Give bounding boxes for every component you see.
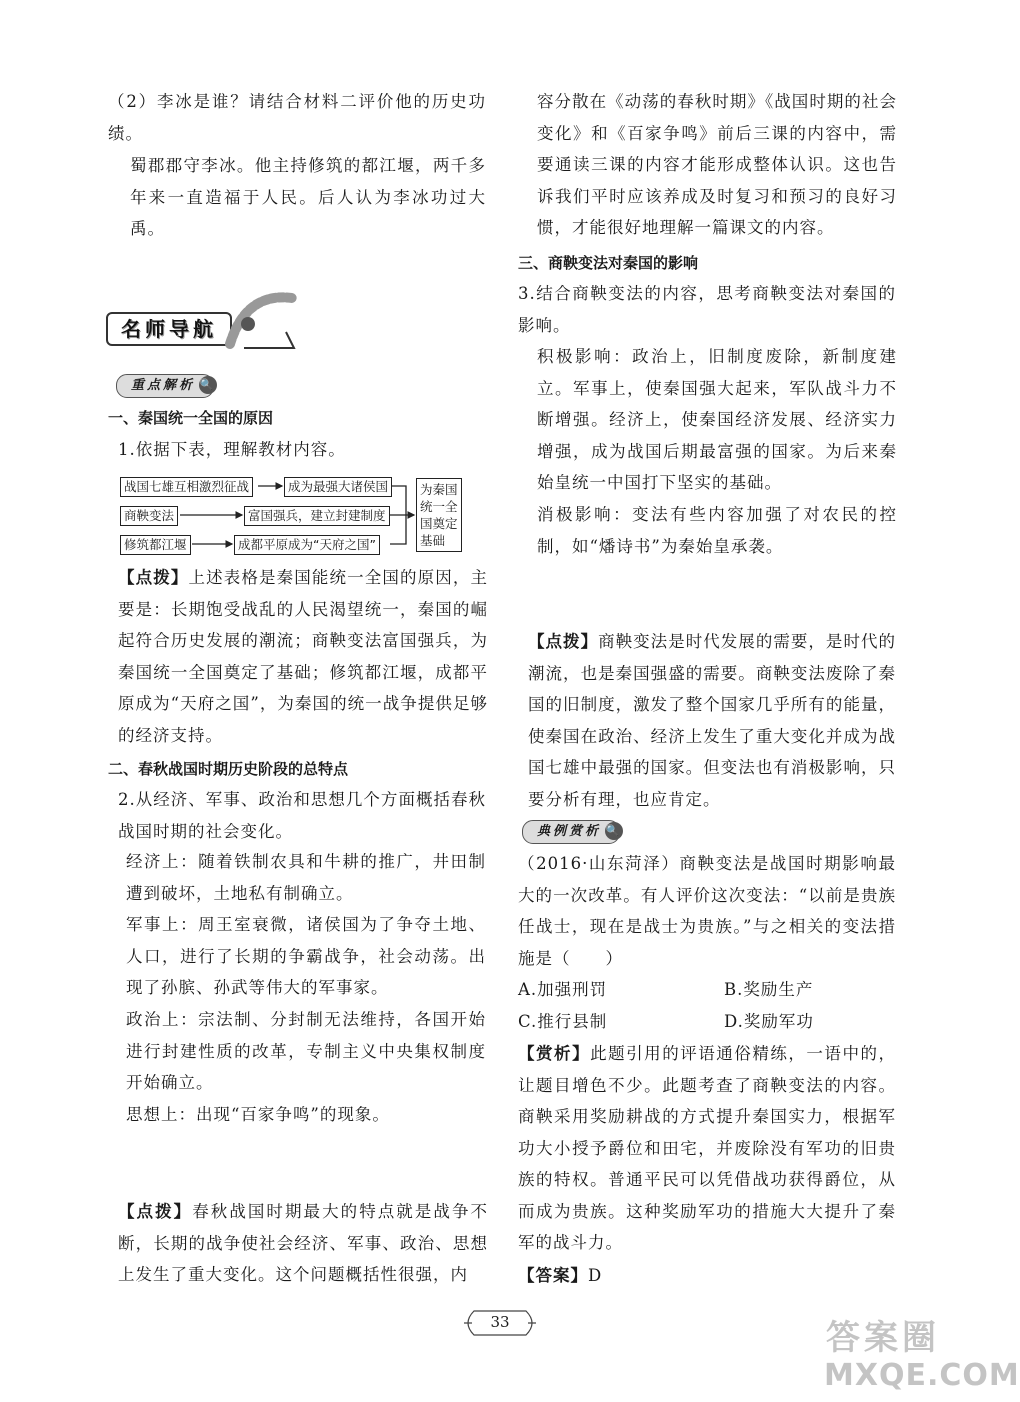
answer-value: D [588, 1266, 603, 1285]
analysis-label: 【赏析】 [518, 1044, 591, 1063]
answer-economy: 经济上：随着铁制农具和牛耕的推广，井田制遭到破坏，土地私有制确立。 [126, 852, 486, 903]
question-3: 3.结合商鞅变法的内容，思考商鞅变法对秦国的影响。 [518, 284, 896, 335]
answer-politics: 政治上：宗法制、分封制无法维持，各国开始进行封建性质的改革，专制主义中央集权制度开始确立。 [126, 1010, 486, 1092]
tip-2-continued: 容分散在《动荡的春秋时期》《战国时期的社会变化》和《百家争鸣》前后三课的内容中，需要通读三课的内容才能形成整体认识。这也告诉我们平时应该养成及时复习和预习的良好习惯，才能很好地理解一篇课文的内容。 [537, 92, 897, 237]
watermark-top: 答案圈 [826, 1318, 940, 1358]
diagram-box-warring-states: 战国七雄互相激烈征战 [120, 477, 253, 497]
tip-label: 【点拨】 [118, 1202, 193, 1221]
tag-label: 重点解析 [131, 378, 196, 393]
tip-text: 上述表格是秦国能统一全国的原因，主要是：长期饱受战乱的人民渴望统一，秦国的崛起符合历史发展的潮流；商鞅变法富国强兵，为秦国统一全国奠定了基础；修筑都江堰，成都平原成为“天府之国”，为秦国的统一战争提供足够的经济支持。 [118, 568, 488, 745]
teacher-guide-banner [104, 288, 304, 356]
tip-label: 【点拨】 [118, 568, 189, 587]
diagram-box-strongest: 成为最强大诸侯国 [284, 477, 392, 497]
answer-label: 【答案】 [518, 1266, 588, 1285]
diagram-box-rich-strong: 富国强兵，建立封建制度 [244, 506, 390, 526]
tip-text: 春秋战国时期最大的特点就是战争不断，长期的战争使社会经济、军事、政治、思想上发生了重大变化。这个问题概括性很强，内 [118, 1202, 489, 1284]
diagram-box-dujiangyan: 修筑都江堰 [120, 535, 191, 555]
option-a: A.加强刑罚 [518, 980, 608, 999]
diagram-box-shang-yang: 商鞅变法 [120, 506, 178, 526]
analysis-text: 此题引用的评语通俗精练，一语中的，让题目增色不少。此题考查了商鞅变法的内容。商鞅采用奖励耕战的方式提升秦国实力，根据军功大小授予爵位和田宅，并废除没有军功的旧贵族的特权。普通平民可以凭借战功获得爵位，从而成为贵族。这种奖励军功的措施大大提升了秦军的战斗力。 [518, 1044, 897, 1252]
option-d: D.奖励军功 [724, 1012, 814, 1031]
question-2-sub: （2）李冰是谁？请结合材料二评价他的历史功绩。 [108, 92, 486, 143]
page-number [460, 1307, 540, 1339]
section-heading-1: 一、秦国统一全国的原因 [108, 409, 274, 427]
magnifier-icon: 🔍 [199, 376, 217, 394]
analysis [518, 1038, 896, 1259]
section-heading-2: 二、春秋战国时期历史阶段的总特点 [108, 760, 349, 778]
watermark-bottom: MXQE.COM [824, 1358, 1020, 1393]
section-heading-3: 三、商鞅变法对秦国的影响 [518, 254, 699, 272]
answer-positive: 积极影响：政治上，旧制度废除，新制度建立。军事上，使秦国强大起来，军队战斗力不断增强。经济上，使秦国经济发展、经济实力增强，成为战国后期最富强的国家。为后来秦始皇统一中国打下坚实的基础。 [537, 347, 897, 492]
option-c: C.推行县制 [518, 1012, 608, 1031]
tip-3 [528, 626, 896, 815]
example-question: （2016·山东菏泽）商鞅变法是战国时期影响最大的一次改革。有人评价这次变法：“以前是贵族任战士，现在是战士为贵族。”与之相关的变法措施是（ ） [518, 854, 896, 968]
banner-swirl-icon [226, 288, 296, 352]
answer [518, 1260, 602, 1292]
answer-negative: 消极影响：变法有些内容加强了对农民的控制，如“燔诗书”为秦始皇承袭。 [537, 505, 897, 556]
tip-label: 【点拨】 [528, 632, 599, 651]
causes-diagram [118, 472, 468, 562]
tip-2 [118, 1196, 488, 1291]
key-analysis-tag [116, 374, 217, 398]
option-b: B.奖励生产 [724, 980, 814, 999]
diagram-box-tianfu: 成都平原成为“天府之国” [234, 535, 380, 555]
magnifier-icon: 🔍 [605, 822, 623, 840]
answer-2-sub: 蜀郡郡守李冰。他主持修筑的都江堰，两千多年来一直造福于人民。后人认为李冰功过大禹。 [130, 156, 486, 238]
tip-1 [118, 562, 488, 751]
banner-title: 名师导航 [106, 312, 232, 346]
answer-thought: 思想上：出现“百家争鸣”的现象。 [126, 1105, 390, 1124]
tip-text: 商鞅变法是时代发展的需要，是时代的潮流，也是秦国强盛的需要。商鞅变法废除了秦国的旧制度，激发了整个国家几乎所有的能量，使秦国在政治、经济上发生了重大变化并成为战国七雄中最强的国家。但变法也有消极影响，只要分析有理，也应肯定。 [528, 632, 897, 809]
diagram-box-foundation: 为秦国统一全国奠定基础 [416, 478, 462, 552]
question-1: 1.依据下表，理解教材内容。 [118, 440, 346, 459]
tag-label: 典例赏析 [537, 824, 602, 839]
question-2: 2.从经济、军事、政治和思想几个方面概括春秋战国时期的社会变化。 [118, 790, 486, 841]
answer-military: 军事上：周王室衰微，诸侯国为了争夺土地、人口，进行了长期的争霸战争，社会动荡。出现了孙膑、孙武等伟大的军事家。 [126, 915, 486, 997]
page-number-text: 33 [490, 1313, 510, 1331]
watermark-logo [820, 1310, 1020, 1398]
example-tag [522, 820, 623, 844]
